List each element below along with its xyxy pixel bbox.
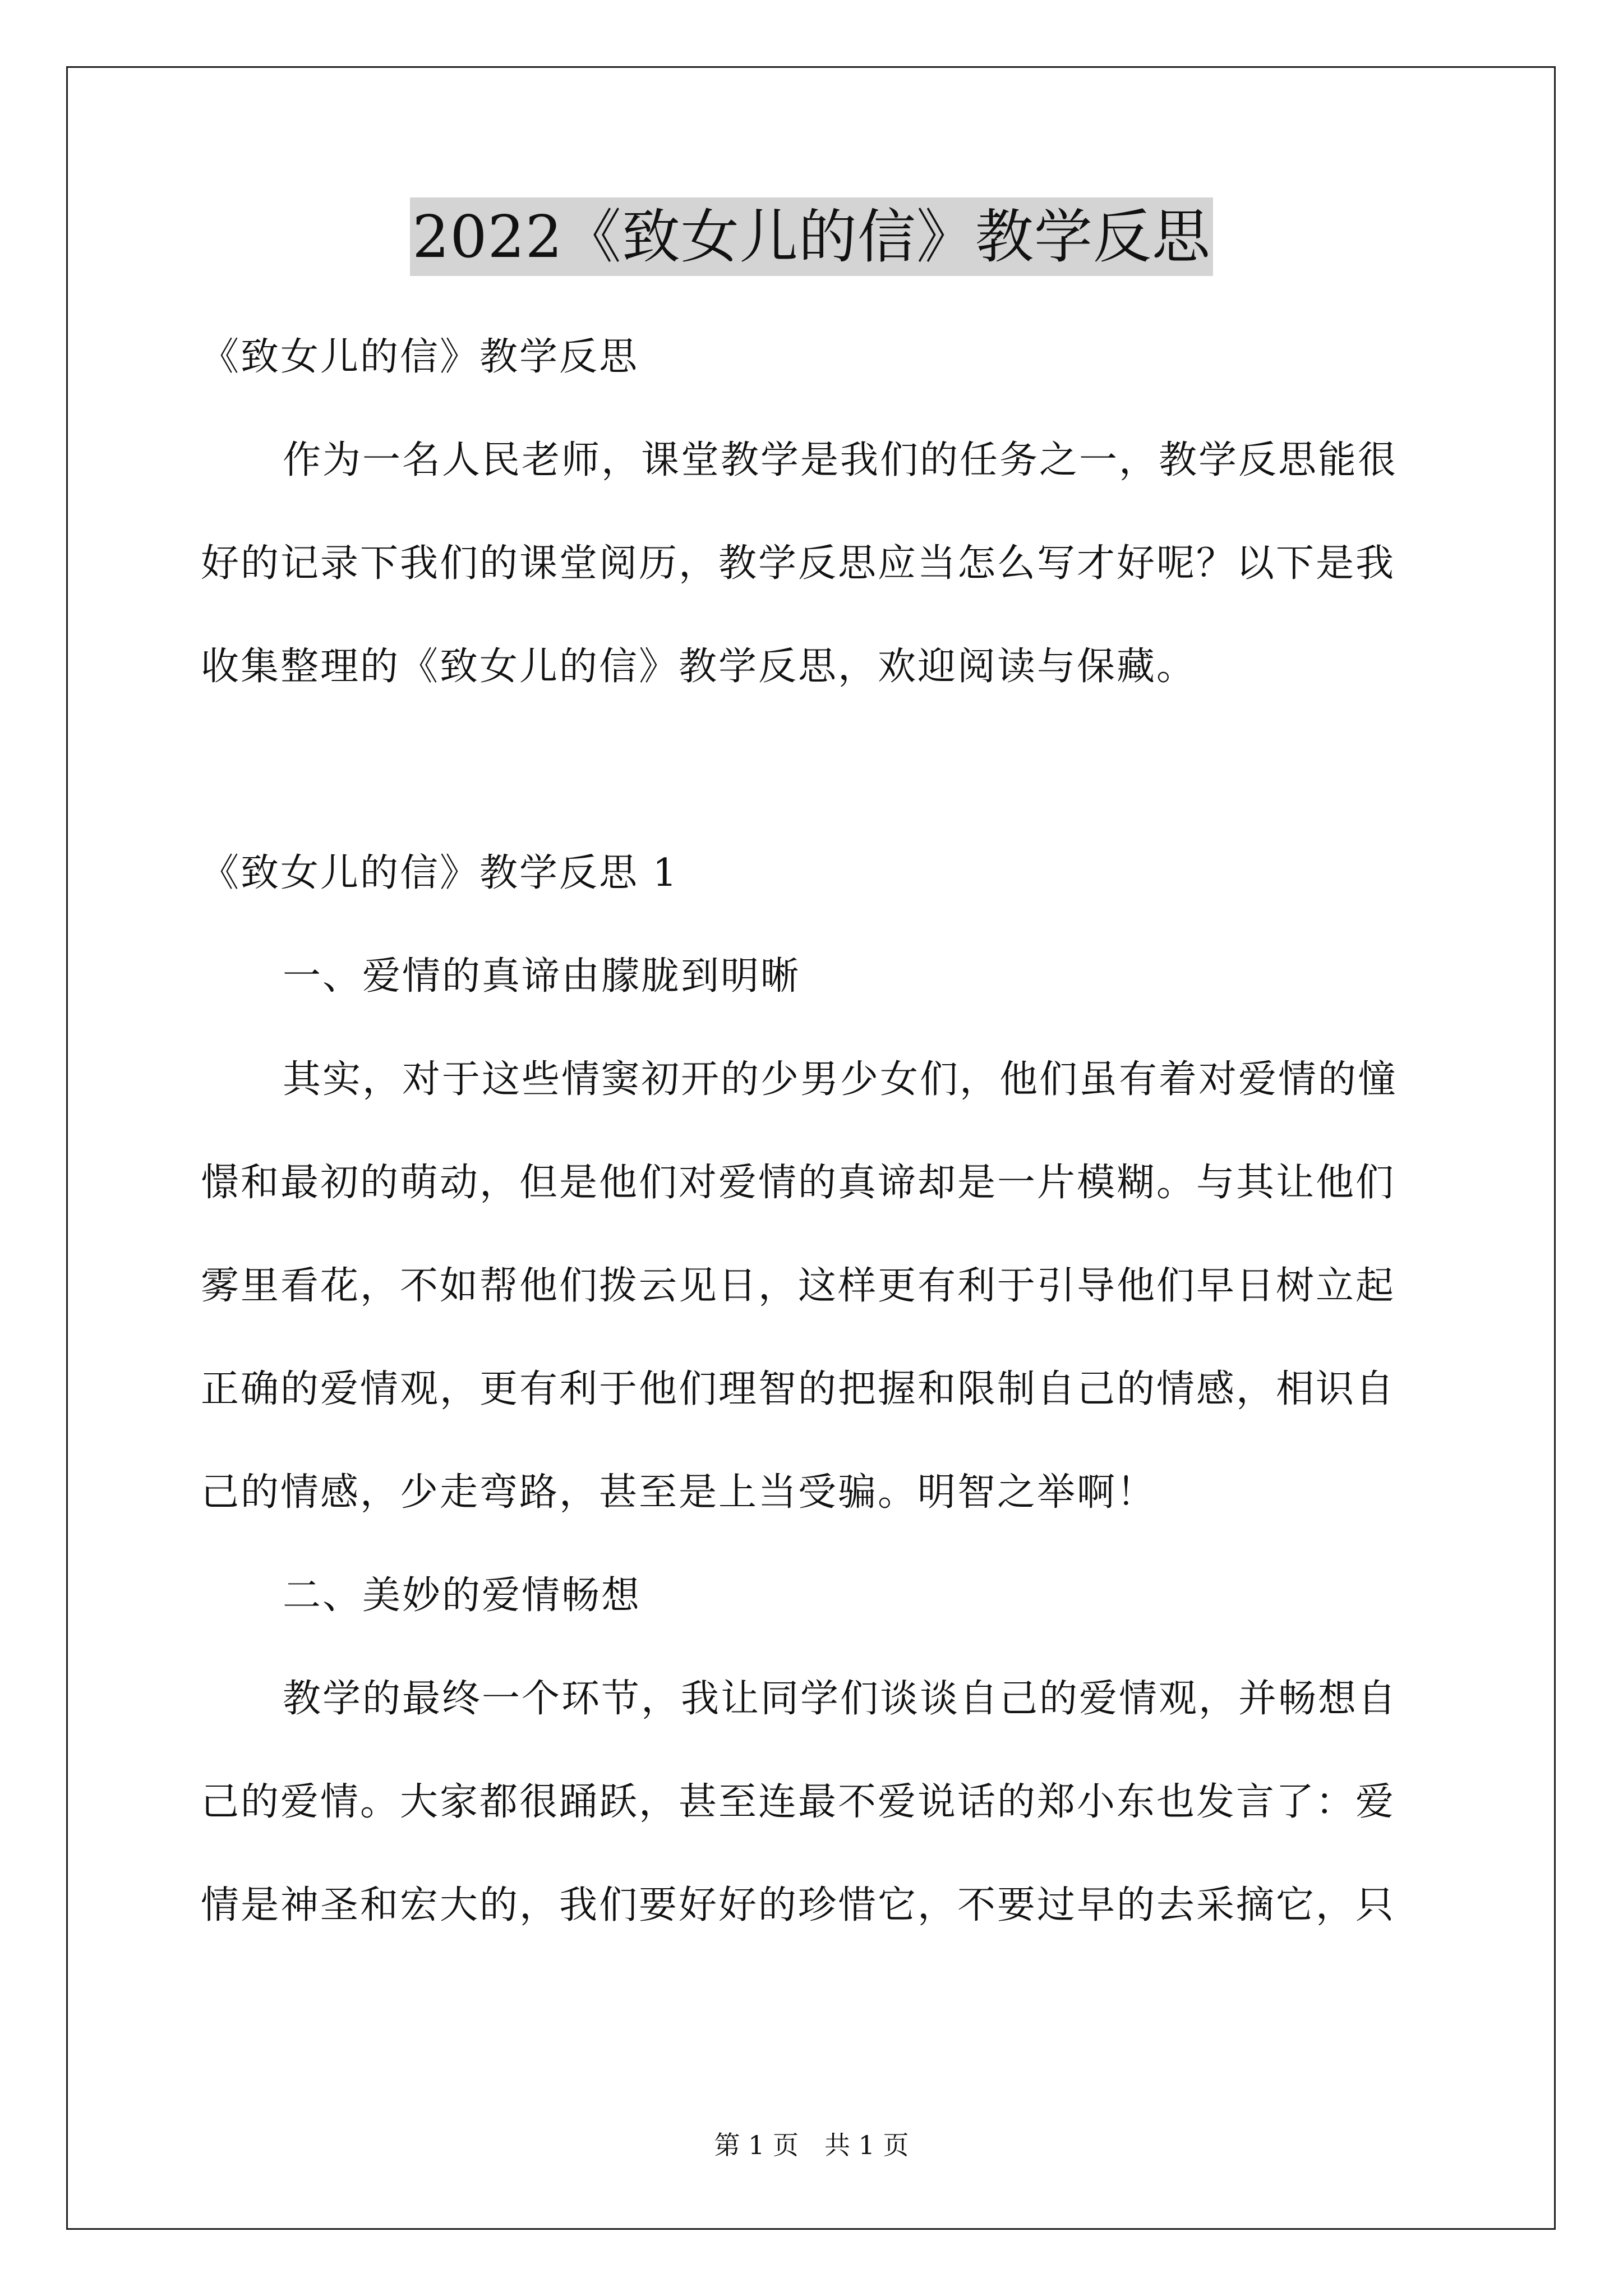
part1-line: 其实，对于这些情窦初开的少男少女们，他们虽有着对爱情的憧	[283, 1057, 1398, 1102]
section-heading: 《致女儿的信》教学反思 1	[201, 851, 679, 895]
part2-line: 己的爱情。大家都很踊跃，甚至连最不爱说话的郑小东也发言了：爱	[201, 1780, 1396, 1824]
part1-line: 雾里看花，不如帮他们拨云见日，这样更有利于引导他们早日树立起	[201, 1264, 1396, 1308]
title-container	[0, 197, 1623, 276]
intro-line: 作为一名人民老师，课堂教学是我们的任务之一，教学反思能很	[283, 438, 1398, 482]
document-title: 2022《致女儿的信》教学反思	[410, 197, 1213, 276]
part2-line: 教学的最终一个环节，我让同学们谈谈自己的爱情观，并畅想自	[283, 1677, 1398, 1721]
document-body	[201, 306, 1435, 1957]
part1-heading: 一、爱情的真谛由朦胧到明晰	[283, 954, 801, 999]
paragraph-gap	[201, 719, 1435, 822]
intro-line: 好的记录下我们的课堂阅历，教学反思应当怎么写才好呢？以下是我	[201, 541, 1396, 586]
part1-line: 憬和最初的萌动，但是他们对爱情的真谛却是一片模糊。与其让他们	[201, 1161, 1396, 1205]
page-footer: 第 1 页 共 1 页	[714, 2130, 909, 2160]
part1-line: 正确的爱情观，更有利于他们理智的把握和限制自己的情感，相识自	[201, 1367, 1396, 1411]
part1-line: 己的情感，少走弯路，甚至是上当受骗。明智之举啊！	[201, 1470, 1157, 1515]
part2-line: 情是神圣和宏大的，我们要好好的珍惜它，不要过早的去采摘它，只	[201, 1883, 1396, 1927]
part2-heading: 二、美妙的爱情畅想	[283, 1573, 642, 1618]
subtitle: 《致女儿的信》教学反思	[201, 335, 639, 379]
intro-line: 收集整理的《致女儿的信》教学反思，欢迎阅读与保藏。	[201, 645, 1197, 689]
